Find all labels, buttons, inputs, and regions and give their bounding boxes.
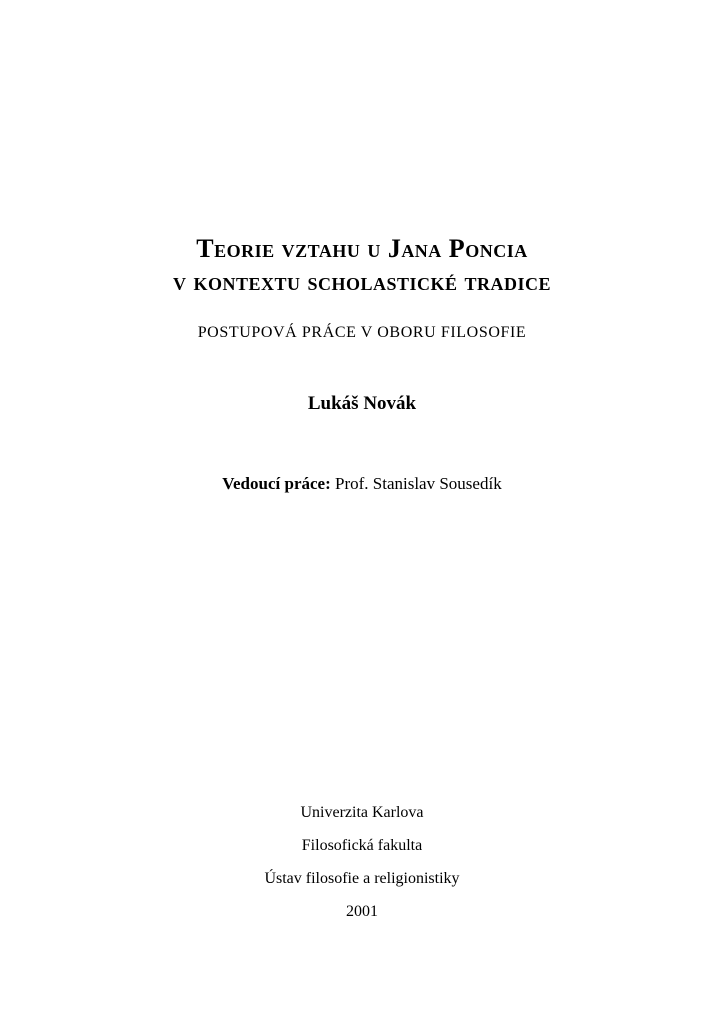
thesis-title-line-2: v kontextu scholastické tradice: [172, 267, 552, 296]
institution-block: [0, 796, 724, 928]
institution-university: Univerzita Karlova: [300, 804, 424, 821]
author-name: Lukáš Novák: [307, 393, 417, 414]
supervisor-label: Vedoucí práce:: [222, 474, 331, 493]
institution-department: Ústav filosofie a religionistiky: [264, 870, 460, 887]
publication-year: 2001: [346, 903, 378, 920]
thesis-title: [0, 232, 724, 298]
thesis-subtitle: POSTUPOVÁ PRÁCE V OBORU FILOSOFIE: [197, 324, 527, 341]
supervisor-name: Prof. Stanislav Sousedík: [335, 474, 502, 493]
thesis-title-line-1: Teorie vztahu u Jana Poncia: [196, 234, 528, 263]
supervisor-line: [0, 473, 724, 494]
institution-faculty: Filosofická fakulta: [301, 837, 423, 854]
